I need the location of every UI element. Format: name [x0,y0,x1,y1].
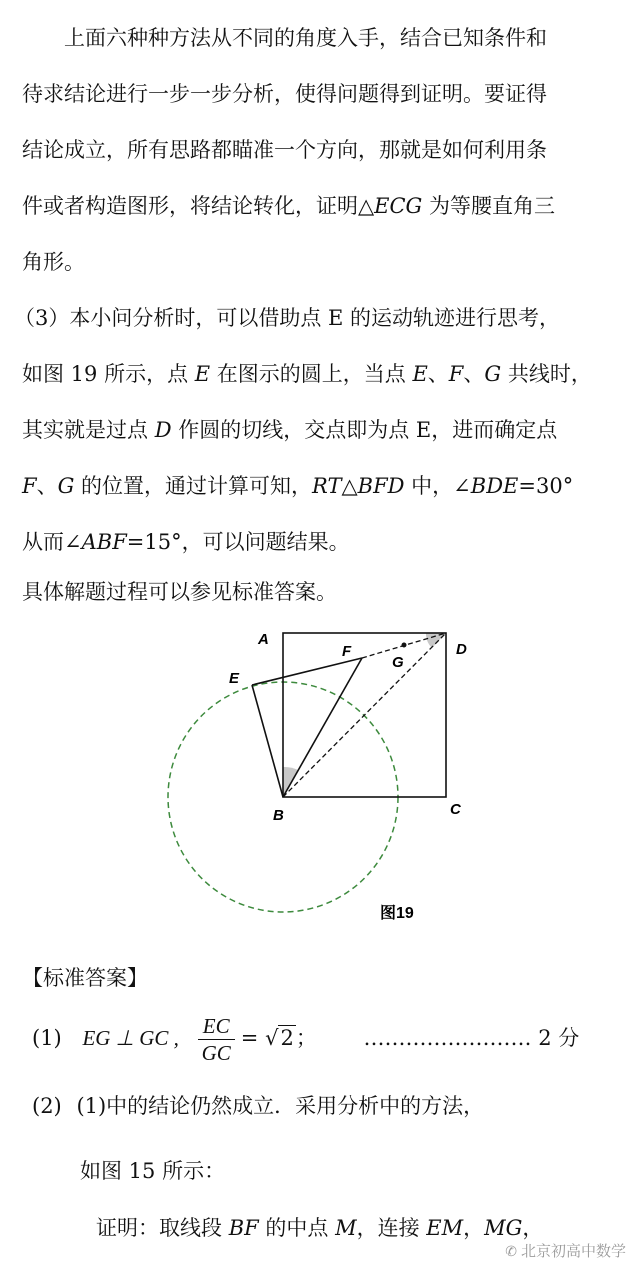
math-var: G [484,362,502,386]
text-line: 具体解题过程可以参见标准答案。 [22,580,337,604]
text-segment: △ [341,474,358,498]
math-var: MG [484,1216,523,1240]
text-line [22,346,622,402]
math-var: D [154,418,172,442]
answer-part-2 [32,1090,484,1120]
math-var: BFD [357,474,405,498]
math-var: E [194,362,211,386]
math-var: ABF [81,530,127,554]
answer-proof-line [96,1212,543,1242]
text-line: 角形。 [22,250,85,274]
sqrt-radicand: 2 [280,1026,294,1050]
text-segment: 在图示的圆上，当点 [210,362,413,386]
watermark-text: 北京初高中数学 [520,1242,626,1260]
text-segment: 证明：取线段 [96,1216,229,1240]
wechat-icon: ✆ [505,1244,517,1260]
point-g [402,643,407,648]
text-segment: 作圆的切线，交点即为点 E，进而确定点 [171,418,558,442]
answer-figure-ref: 如图 15 所示： [80,1159,226,1183]
text-line: 上面六种种方法从不同的角度入手，结合已知条件和 [64,26,547,50]
text-line [22,402,622,458]
text-segment: 、 [463,362,485,386]
text-segment: ， [463,1216,485,1240]
segment-bf [283,658,362,797]
figure-caption: 图19 [380,905,414,922]
sqrt-sign: √ [265,1026,279,1050]
text-segment: ，连接 [356,1216,427,1240]
label-d: D [456,641,467,658]
score-dots: …………………… 2 分 [363,1026,580,1050]
math-var: RT [312,474,342,498]
text-segment: (1)中的结论仍然成立．采用分析中的方法， [76,1094,485,1118]
math-var: BF [228,1216,259,1240]
label-f: F [342,643,352,660]
label-c: C [450,801,461,818]
math-fraction [198,1013,235,1066]
paragraph-analysis-3 [14,290,622,614]
label-a: A [258,631,269,648]
label-e: E [229,670,240,687]
text-segment: 其实就是过点 [22,418,155,442]
part-number: (2) [32,1094,62,1118]
text-segment: =30° [518,474,574,498]
math-var: M [335,1216,357,1240]
text-line [22,458,622,514]
text-segment: 中，∠ [404,474,471,498]
text-segment: 、 [427,362,449,386]
math-var: ECG [374,194,423,218]
text-line [22,178,622,234]
text-segment: 的位置，通过计算可知， [74,474,313,498]
math-sqrt [265,1012,296,1064]
paragraph-summary [22,10,622,290]
text-segment: ； [295,1026,317,1050]
math-var: F [448,362,464,386]
answer-header: 【标准答案】 [22,966,148,990]
text-segment: 为等腰直角三 [422,194,556,218]
part-number: (1) [32,1026,62,1050]
math-var: BDE [470,474,519,498]
geometry-figure-19 [0,600,640,940]
math-var: EM [426,1216,464,1240]
math-var: F [22,474,37,498]
fraction-numerator: EC [198,1013,235,1040]
text-segment: =15°，可以问题结果。 [126,530,350,554]
math-var: E [412,362,428,386]
text-line: （3）本小问分析时，可以借助点 E 的运动轨迹进行思考， [14,306,561,330]
watermark [505,1240,626,1261]
text-segment: 如图 19 所示，点 [22,362,195,386]
text-segment: 的中点 [258,1216,336,1240]
text-line: 结论成立，所有思路都瞄准一个方向，那就是如何利用条 [22,138,547,162]
label-g: G [392,654,404,671]
equals-sign: = [240,1026,259,1050]
label-b: B [273,807,284,824]
text-line [22,514,622,570]
fraction-denominator: GC [201,1041,231,1065]
text-segment: 件或者构造图形，将结论转化，证明△ [22,194,375,218]
text-segment: 共线时， [501,362,592,386]
math-relation: EG ⊥ GC , [82,1026,179,1050]
segment-eb [252,685,283,797]
text-segment: ， [522,1216,544,1240]
segment-ef [252,658,362,685]
answer-part-1 [32,1012,579,1066]
math-var: G [57,474,75,498]
text-segment: 、 [36,474,58,498]
text-segment: 从而∠ [22,530,82,554]
text-line: 待求结论进行一步一步分析，使得问题得到证明。要证得 [22,82,547,106]
